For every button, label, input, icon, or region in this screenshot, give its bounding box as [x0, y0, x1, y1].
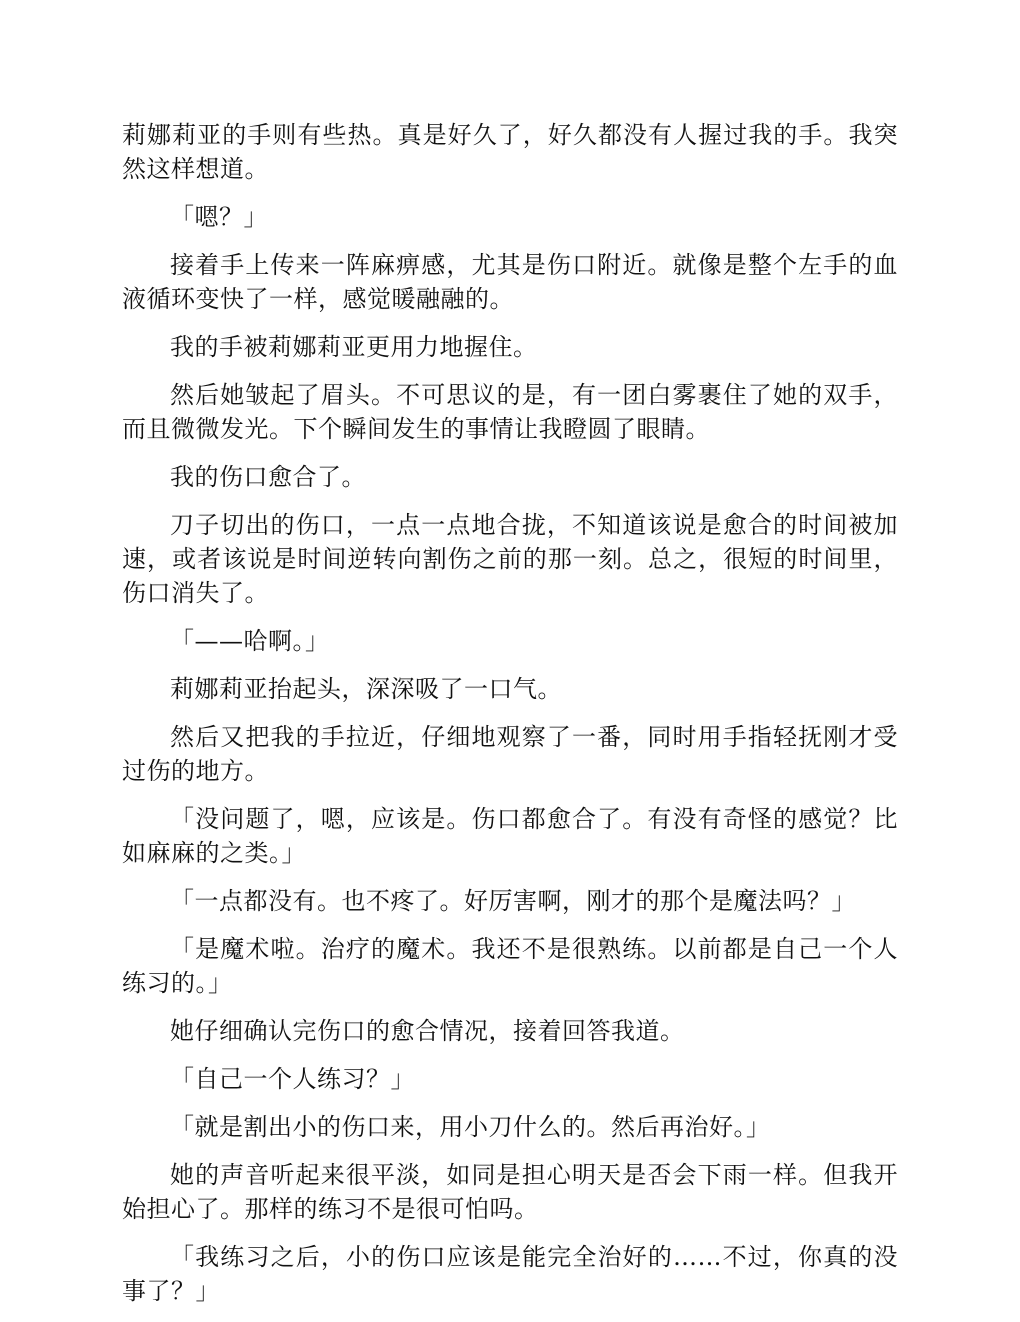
paragraph: 然后她皱起了眉头。不可思议的是，有一团白雾裹住了她的双手，而且微微发光。下个瞬间发生的事情让我瞪圆了眼睛。: [122, 381, 898, 443]
paragraph: 「自己一个人练习？」: [170, 1065, 415, 1093]
paragraph: 接着手上传来一阵麻痹感，尤其是伤口附近。就像是整个左手的血液循环变快了一样，感觉暖融融的。: [122, 251, 898, 313]
paragraph: 「我练习之后，小的伤口应该是能完全治好的……不过，你真的没事了？」: [122, 1243, 898, 1305]
paragraph: 她仔细确认完伤口的愈合情况，接着回答我道。: [170, 1017, 685, 1045]
paragraph: 莉娜莉亚的手则有些热。真是好久了，好久都没有人握过我的手。我突然这样想道。: [122, 121, 898, 183]
paragraph: 「——哈啊。」: [170, 627, 330, 655]
paragraph: 「没问题了，嗯，应该是。伤口都愈合了。有没有奇怪的感觉？比如麻麻的之类。」: [122, 805, 898, 867]
paragraph: 「是魔术啦。治疗的魔术。我还不是很熟练。以前都是自己一个人练习的。」: [122, 935, 898, 997]
paragraph: 然后又把我的手拉近，仔细地观察了一番，同时用手指轻抚刚才受过伤的地方。: [122, 723, 898, 785]
paragraph: 刀子切出的伤口，一点一点地合拢，不知道该说是愈合的时间被加速，或者该说是时间逆转向割伤之前的那一刻。总之，很短的时间里，伤口消失了。: [122, 511, 898, 607]
paragraph: 我的伤口愈合了。: [170, 463, 366, 491]
paragraph: 「就是割出小的伤口来，用小刀什么的。然后再治好。」: [170, 1113, 771, 1141]
paragraph: 莉娜莉亚抬起头，深深吸了一口气。: [170, 675, 562, 703]
paragraph: 「嗯？」: [170, 203, 268, 231]
paragraph: 她的声音听起来很平淡，如同是担心明天是否会下雨一样。但我开始担心了。那样的练习不是很可怕吗。: [122, 1161, 898, 1223]
paragraph: 我的手被莉娜莉亚更用力地握住。: [170, 333, 538, 361]
paragraph: 「一点都没有。也不疼了。好厉害啊，刚才的那个是魔法吗？」: [170, 887, 856, 915]
body-text: [122, 118, 898, 1322]
